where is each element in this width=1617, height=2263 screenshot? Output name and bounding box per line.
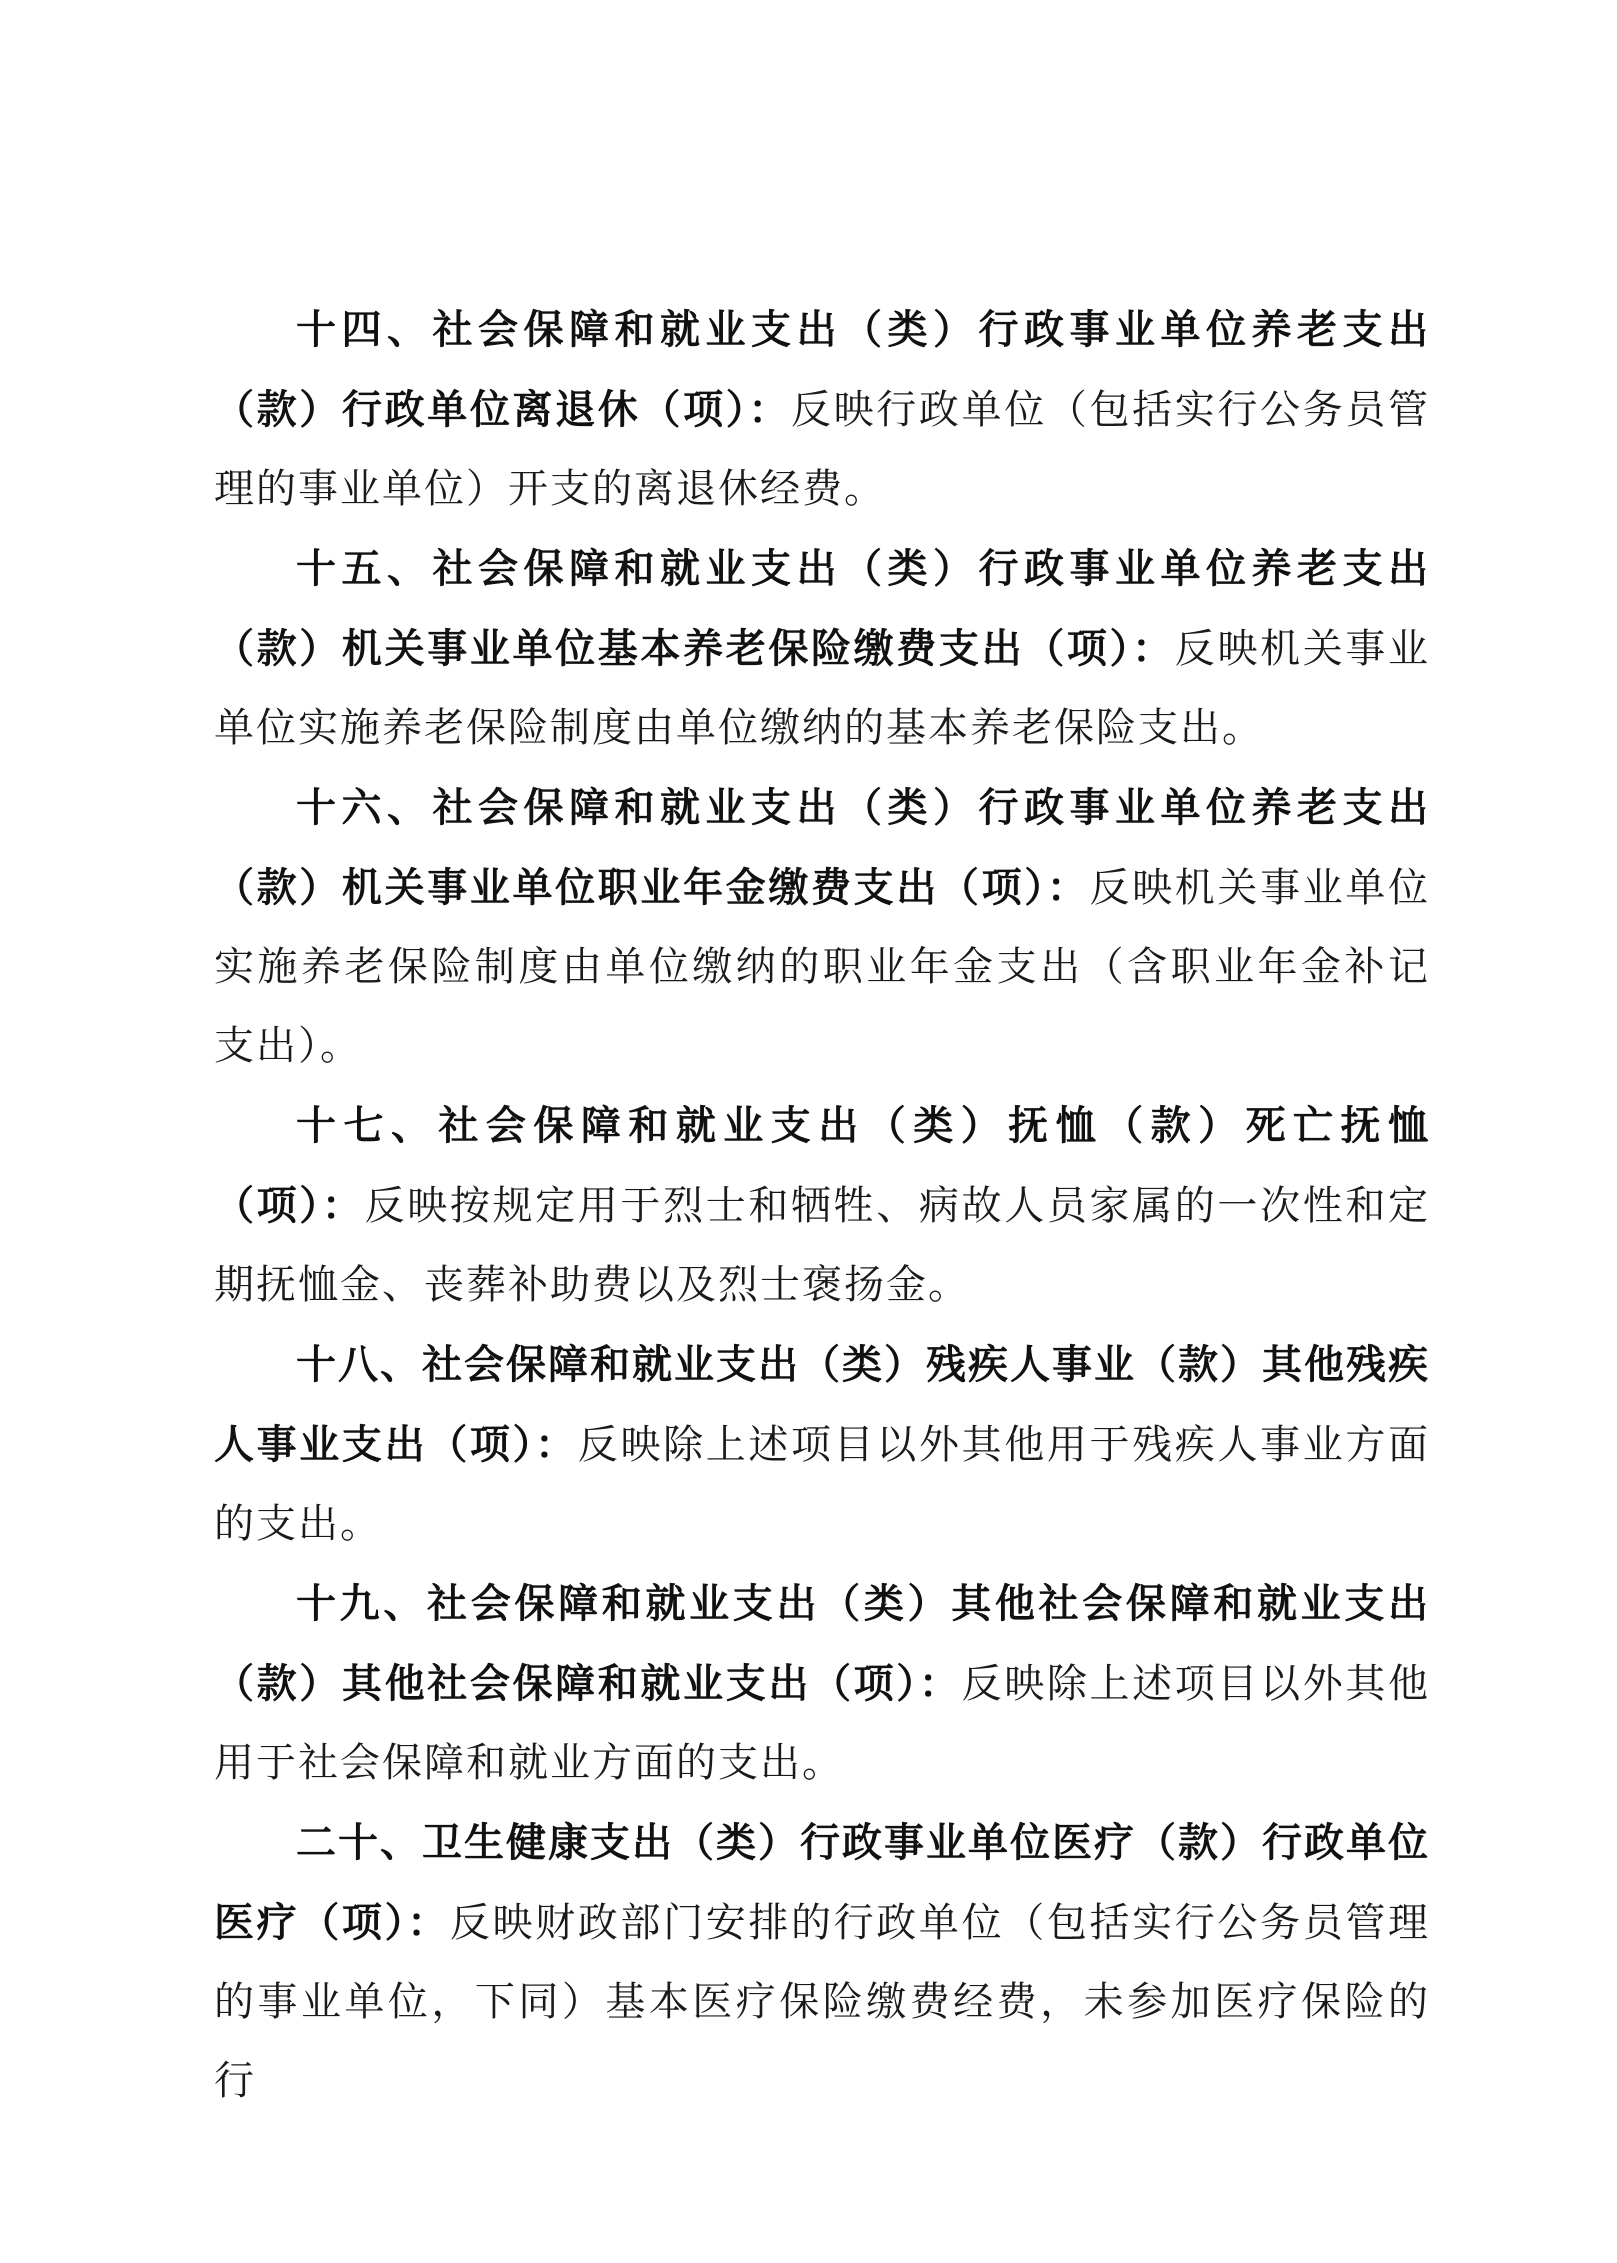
paragraph-text: 反映除上述项目以外其他用于社会保障和就业方面的支出。 bbox=[214, 1661, 1431, 1786]
paragraph-text: 反映除上述项目以外其他用于残疾人事业方面的支出。 bbox=[214, 1422, 1431, 1547]
paragraph-text: 反映机关事业单位实施养老保险制度由单位缴纳的职业年金支出（含职业年金补记支出）。 bbox=[214, 865, 1430, 1069]
paragraph-heading: 十九、社会保障和就业支出（类）其他社会保障和就业支出（款）其他社会保障和就业支出（项）： bbox=[214, 1580, 1430, 1707]
paragraph-heading: 十五、社会保障和就业支出（类）行政事业单位养老支出（款）机关事业单位基本养老保险缴费支出（项）： bbox=[214, 545, 1430, 672]
paragraph-text: 反映财政部门安排的行政单位（包括实行公务员管理的事业单位，下同）基本医疗保险缴费经费，未参加医疗保险的行 bbox=[214, 1900, 1431, 2104]
paragraph-heading: 十四、社会保障和就业支出（类）行政事业单位养老支出（款）行政单位离退休（项）： bbox=[214, 306, 1430, 433]
paragraph-14 bbox=[214, 290, 1430, 529]
paragraph-heading: 十七、社会保障和就业支出（类）抚恤（款）死亡抚恤（项）： bbox=[214, 1102, 1430, 1229]
paragraph-16 bbox=[214, 768, 1430, 1086]
paragraph-17 bbox=[214, 1086, 1430, 1325]
paragraph-20 bbox=[214, 1803, 1430, 2121]
paragraph-text: 反映行政单位（包括实行公务员管理的事业单位）开支的离退休经费。 bbox=[214, 387, 1430, 512]
paragraph-text: 反映机关事业单位实施养老保险制度由单位缴纳的基本养老保险支出。 bbox=[214, 626, 1431, 751]
paragraph-text: 反映按规定用于烈士和牺牲、病故人员家属的一次性和定期抚恤金、丧葬补助费以及烈士褒扬金。 bbox=[214, 1183, 1431, 1308]
paragraph-heading: 二十、卫生健康支出（类）行政事业单位医疗（款）行政单位医疗（项）： bbox=[214, 1819, 1430, 1946]
document-body bbox=[214, 290, 1430, 2121]
paragraph-heading: 十六、社会保障和就业支出（类）行政事业单位养老支出（款）机关事业单位职业年金缴费支出（项）： bbox=[214, 784, 1430, 911]
paragraph-15 bbox=[214, 529, 1430, 768]
paragraph-heading: 十八、社会保障和就业支出（类）残疾人事业（款）其他残疾人事业支出（项）： bbox=[214, 1341, 1430, 1468]
paragraph-18 bbox=[214, 1325, 1430, 1564]
paragraph-19 bbox=[214, 1564, 1430, 1803]
